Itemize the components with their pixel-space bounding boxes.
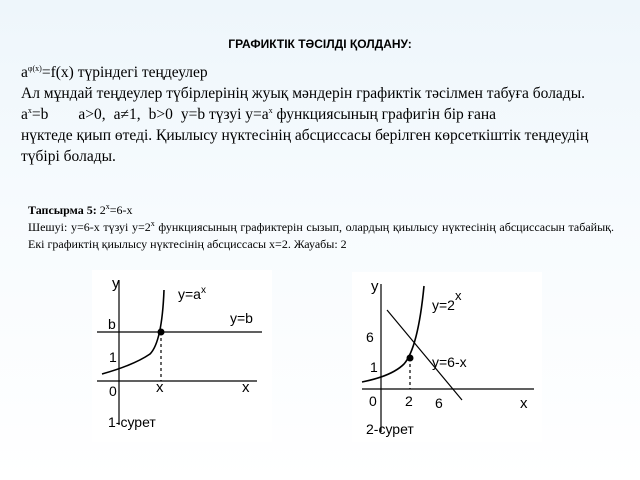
two-tick-label: 2	[405, 393, 413, 409]
task-heading: Тапсырма 5: $2^x=6-x$	[28, 202, 133, 217]
task-block	[28, 202, 614, 253]
figure-1-caption: 1-сурет	[108, 414, 156, 430]
line-label: y=b	[230, 310, 253, 326]
one-tick-label: 1	[109, 349, 117, 365]
x-axis-label: x	[520, 395, 528, 412]
origin-label: 0	[109, 383, 117, 399]
curve-label: $y=a^x$	[178, 285, 206, 302]
line-label: y=6-x	[432, 354, 467, 370]
six-x-tick-label: 6	[435, 395, 443, 411]
intersection-point	[158, 329, 165, 336]
task-solution: Шешуі: y=6-x түзуі $y=2^x$ функциясының графиктерін сызып, олардың қиылысу нүктесінің абсциссасын табайық. Екі графиктің қиылысу нүктесінің абсциссасы x=2. Жауабы: 2	[28, 219, 614, 251]
one-tick-label: 1	[370, 359, 378, 375]
page-title: ГРАФИКТІК ТӘСІЛДІ ҚОЛДАНУ:	[228, 37, 412, 51]
figure-2	[352, 272, 542, 442]
equation-form-line: $a^{\varphi(x)}=f(x)$ түріндегі теңдеулер	[21, 63, 208, 81]
origin-label: 0	[369, 393, 377, 409]
curve-label: y=2x	[432, 288, 462, 313]
method-description: Ал мұндай теңдеулер түбірлерінің жуық мәндерін графиктік тәсілмен табуға болады.	[21, 85, 585, 102]
figure-2-caption: 2-сурет	[366, 421, 414, 437]
x-axis-label: x	[242, 379, 250, 396]
y-axis-label: y	[371, 278, 379, 295]
intro-text	[21, 62, 621, 167]
condition-line: $a^x=b$ a>0, a≠1, b>0 y=b түзуі $y=a^x$ функциясының графигін бір ғана	[21, 105, 497, 123]
figure-1	[92, 270, 272, 442]
root-statement: нүктеде қиып өтеді. Қиылысу нүктесінің абсциссасы берілген көрсеткіштік теңдеудің түбірі болады.	[21, 127, 589, 165]
six-y-tick-label: 6	[366, 329, 374, 345]
root-x-label: x	[156, 379, 164, 396]
b-tick-label: b	[108, 316, 116, 332]
intersection-point	[407, 355, 414, 362]
y-axis-label: y	[112, 275, 120, 292]
